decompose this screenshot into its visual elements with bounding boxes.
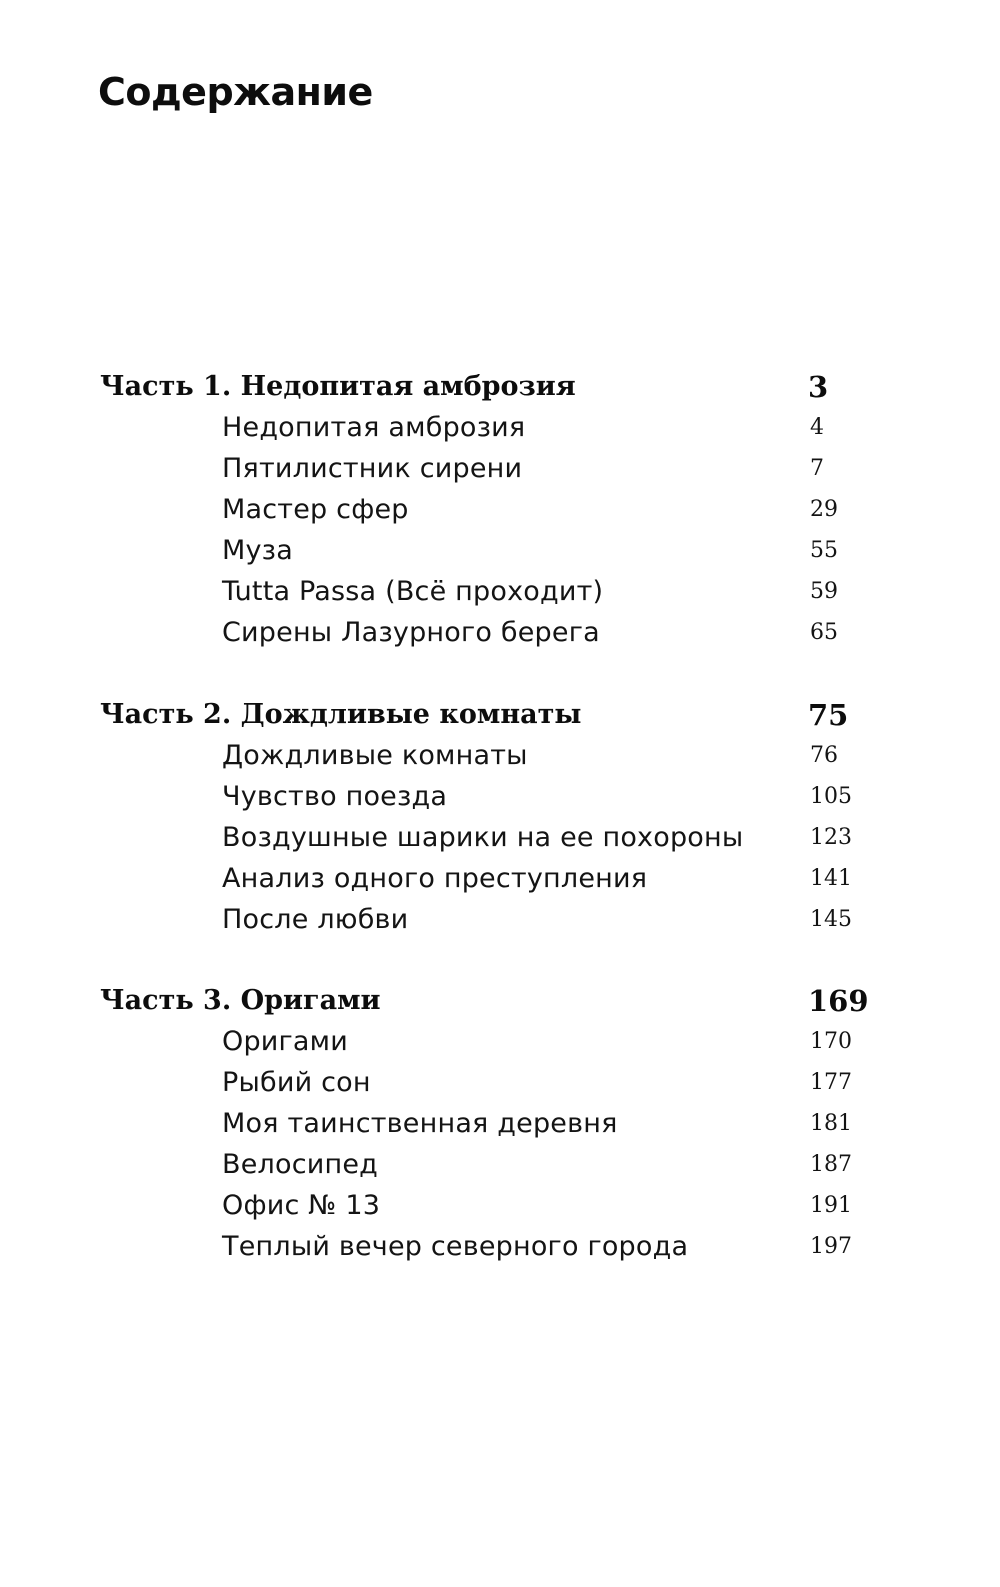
toc-entry (0, 899, 1000, 940)
part-heading (0, 981, 1000, 1021)
entry-page-number: 55 (810, 538, 838, 563)
part-label: Часть 3. Оригами (100, 985, 381, 1016)
entry-page-number: 191 (810, 1193, 852, 1218)
entry-page-number: 105 (810, 784, 852, 809)
toc-part-2 (0, 695, 1000, 940)
toc-entry (0, 448, 1000, 489)
toc-entry (0, 407, 1000, 448)
entry-title: Дождливые комнаты (222, 740, 528, 771)
toc-entry (0, 1103, 1000, 1144)
entry-page-number: 187 (810, 1152, 852, 1177)
toc-entry (0, 735, 1000, 776)
entry-title: Недопитая амброзия (222, 412, 526, 443)
entry-title: Рыбий сон (222, 1067, 371, 1098)
entry-title: Воздушные шарики на ее похороны (222, 822, 744, 853)
part-page-number: 75 (808, 698, 849, 732)
entry-title: Мастер сфер (222, 494, 409, 525)
toc-entry (0, 817, 1000, 858)
part-label: Часть 2. Дождливые комнаты (100, 699, 582, 730)
entry-page-number: 170 (810, 1029, 852, 1054)
entry-page-number: 76 (810, 743, 838, 768)
entry-title: Моя таинственная деревня (222, 1108, 618, 1139)
toc-entry (0, 1226, 1000, 1267)
toc-entry (0, 1062, 1000, 1103)
entry-title: Анализ одного преступления (222, 863, 648, 894)
toc-entry (0, 776, 1000, 817)
entry-title: Tutta Passa (Всё проходит) (222, 576, 604, 607)
entry-page-number: 197 (810, 1234, 852, 1259)
entry-title: Велосипед (222, 1149, 379, 1180)
part-heading (0, 367, 1000, 407)
entry-title: Чувство поезда (222, 781, 448, 812)
toc-part-3 (0, 981, 1000, 1267)
toc-entry (0, 612, 1000, 653)
toc-entry (0, 1144, 1000, 1185)
toc-entry (0, 530, 1000, 571)
entry-page-number: 123 (810, 825, 852, 850)
part-page-number: 169 (808, 984, 869, 1018)
entry-title: Муза (222, 535, 293, 566)
toc-title: Содержание (98, 70, 373, 114)
entry-page-number: 177 (810, 1070, 852, 1095)
entry-title: Оригами (222, 1026, 348, 1057)
entry-page-number: 59 (810, 579, 838, 604)
entry-title: После любви (222, 904, 409, 935)
entry-page-number: 145 (810, 907, 852, 932)
entry-page-number: 65 (810, 620, 838, 645)
entry-page-number: 29 (810, 497, 838, 522)
entry-title: Пятилистник сирени (222, 453, 523, 484)
toc-entry (0, 1185, 1000, 1226)
toc-part-1 (0, 367, 1000, 653)
entry-title: Теплый вечер северного города (222, 1231, 689, 1262)
entry-title: Сирены Лазурного берега (222, 617, 600, 648)
entry-title: Офис № 13 (222, 1190, 381, 1221)
entry-page-number: 4 (810, 415, 824, 440)
entry-page-number: 7 (810, 456, 824, 481)
toc-entry (0, 1021, 1000, 1062)
toc-entry (0, 489, 1000, 530)
part-label: Часть 1. Недопитая амброзия (100, 371, 576, 402)
part-heading (0, 695, 1000, 735)
entry-page-number: 141 (810, 866, 852, 891)
toc-entry (0, 858, 1000, 899)
part-page-number: 3 (808, 370, 829, 404)
entry-page-number: 181 (810, 1111, 852, 1136)
toc-entry (0, 571, 1000, 612)
